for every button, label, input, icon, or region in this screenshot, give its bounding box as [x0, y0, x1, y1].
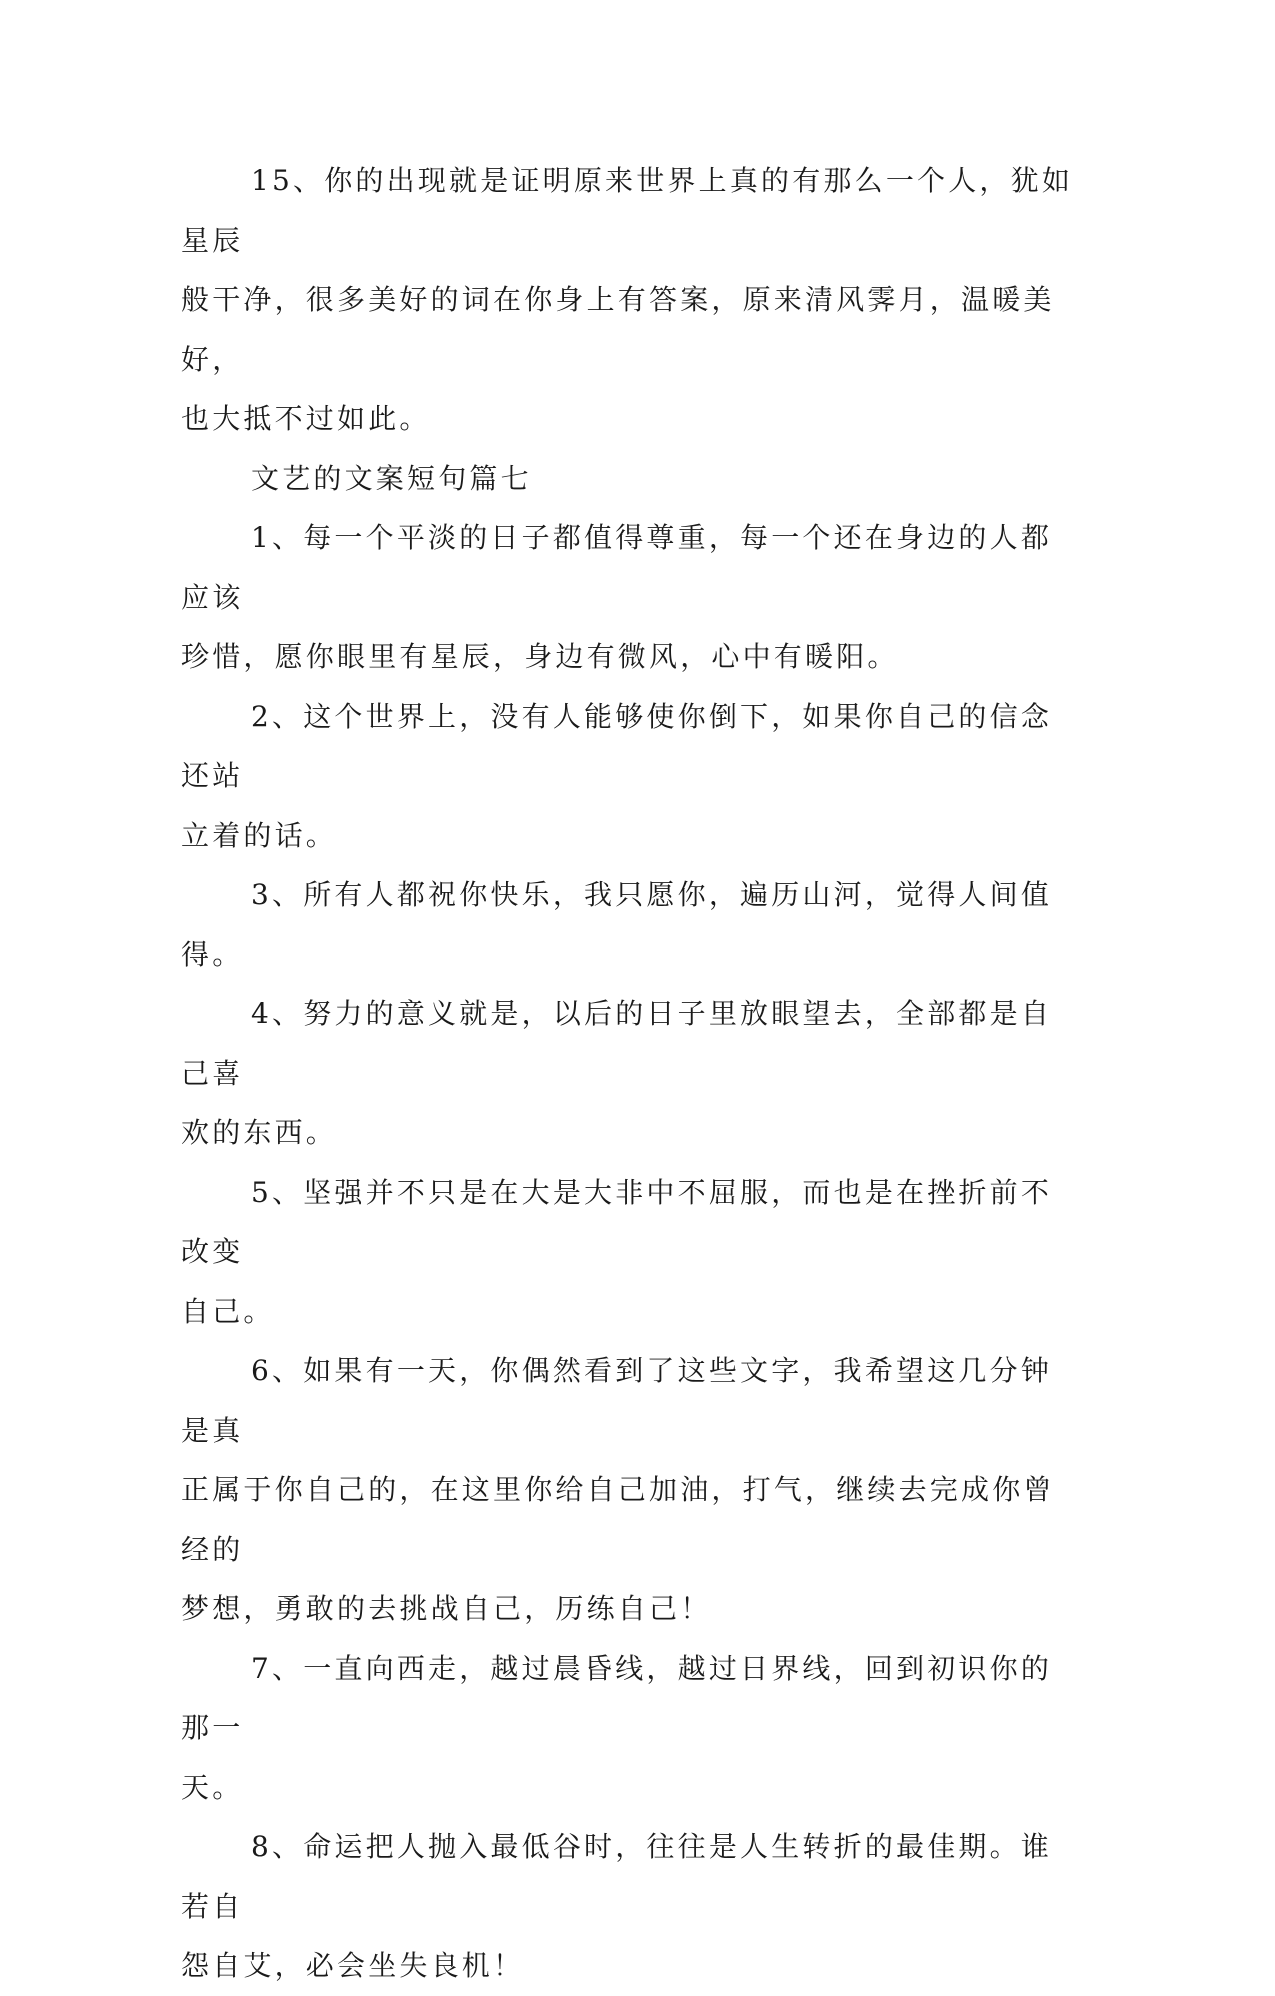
text-line: 4、努力的意义就是，以后的日子里放眼望去，全部都是自己喜 — [181, 997, 1053, 1090]
section-heading — [181, 449, 1081, 509]
text-line: 5、坚强并不只是在大是大非中不屈服，而也是在挫折前不改变 — [181, 1175, 1053, 1268]
text-line: 也大抵不过如此。 — [181, 402, 431, 435]
text-line: 般干净，很多美好的词在你身上有答案，原来清风霁月，温暖美好， — [181, 283, 1055, 376]
text-line: 欢的东西。 — [181, 1116, 338, 1149]
text-line: 天。 — [181, 1770, 244, 1804]
text-line: 6、如果有一天，你偶然看到了这些文字，我希望这几分钟是真 — [181, 1354, 1053, 1447]
paragraph — [181, 687, 1081, 866]
text-line: 2、这个世界上，没有人能够使你倒下，如果你自己的信念还站 — [181, 699, 1053, 792]
text-line: 正属于你自己的，在这里你给自己加油，打气，继续去完成你曾经的 — [181, 1473, 1055, 1566]
paragraph — [181, 1817, 1081, 1996]
text-line: 立着的话。 — [181, 818, 338, 852]
text-line: 珍惜，愿你眼里有星辰，身边有微风，心中有暖阳。 — [181, 640, 899, 673]
text-line: 自己。 — [181, 1294, 275, 1328]
text-line: 梦想，勇敢的去挑战自己，历练自己！ — [181, 1592, 712, 1625]
text-line: 1、每一个平淡的日子都值得尊重，每一个还在身边的人都应该 — [181, 521, 1053, 614]
text-line: 7、一直向西走，越过晨昏线，越过日界线，回到初识你的那一 — [181, 1651, 1053, 1744]
paragraph — [181, 1163, 1081, 1342]
text-line: 怨自艾，必会坐失良机！ — [181, 1949, 525, 1982]
text-line: 15、你的出现就是证明原来世界上真的有那么一个人，犹如星辰 — [181, 164, 1074, 257]
paragraph — [181, 1341, 1081, 1639]
text-line: 3、所有人都祝你快乐，我只愿你，遍历山河，觉得人间值得。 — [181, 878, 1053, 971]
paragraph — [181, 1639, 1081, 1818]
document-body — [181, 151, 1081, 1996]
paragraph — [181, 151, 1081, 449]
paragraph — [181, 508, 1081, 687]
text-line: 8、命运把人抛入最低谷时，往往是人生转折的最佳期。谁若自 — [181, 1830, 1053, 1923]
paragraph — [181, 984, 1081, 1163]
text-line: 文艺的文案短句篇七 — [251, 461, 532, 495]
paragraph — [181, 865, 1081, 984]
